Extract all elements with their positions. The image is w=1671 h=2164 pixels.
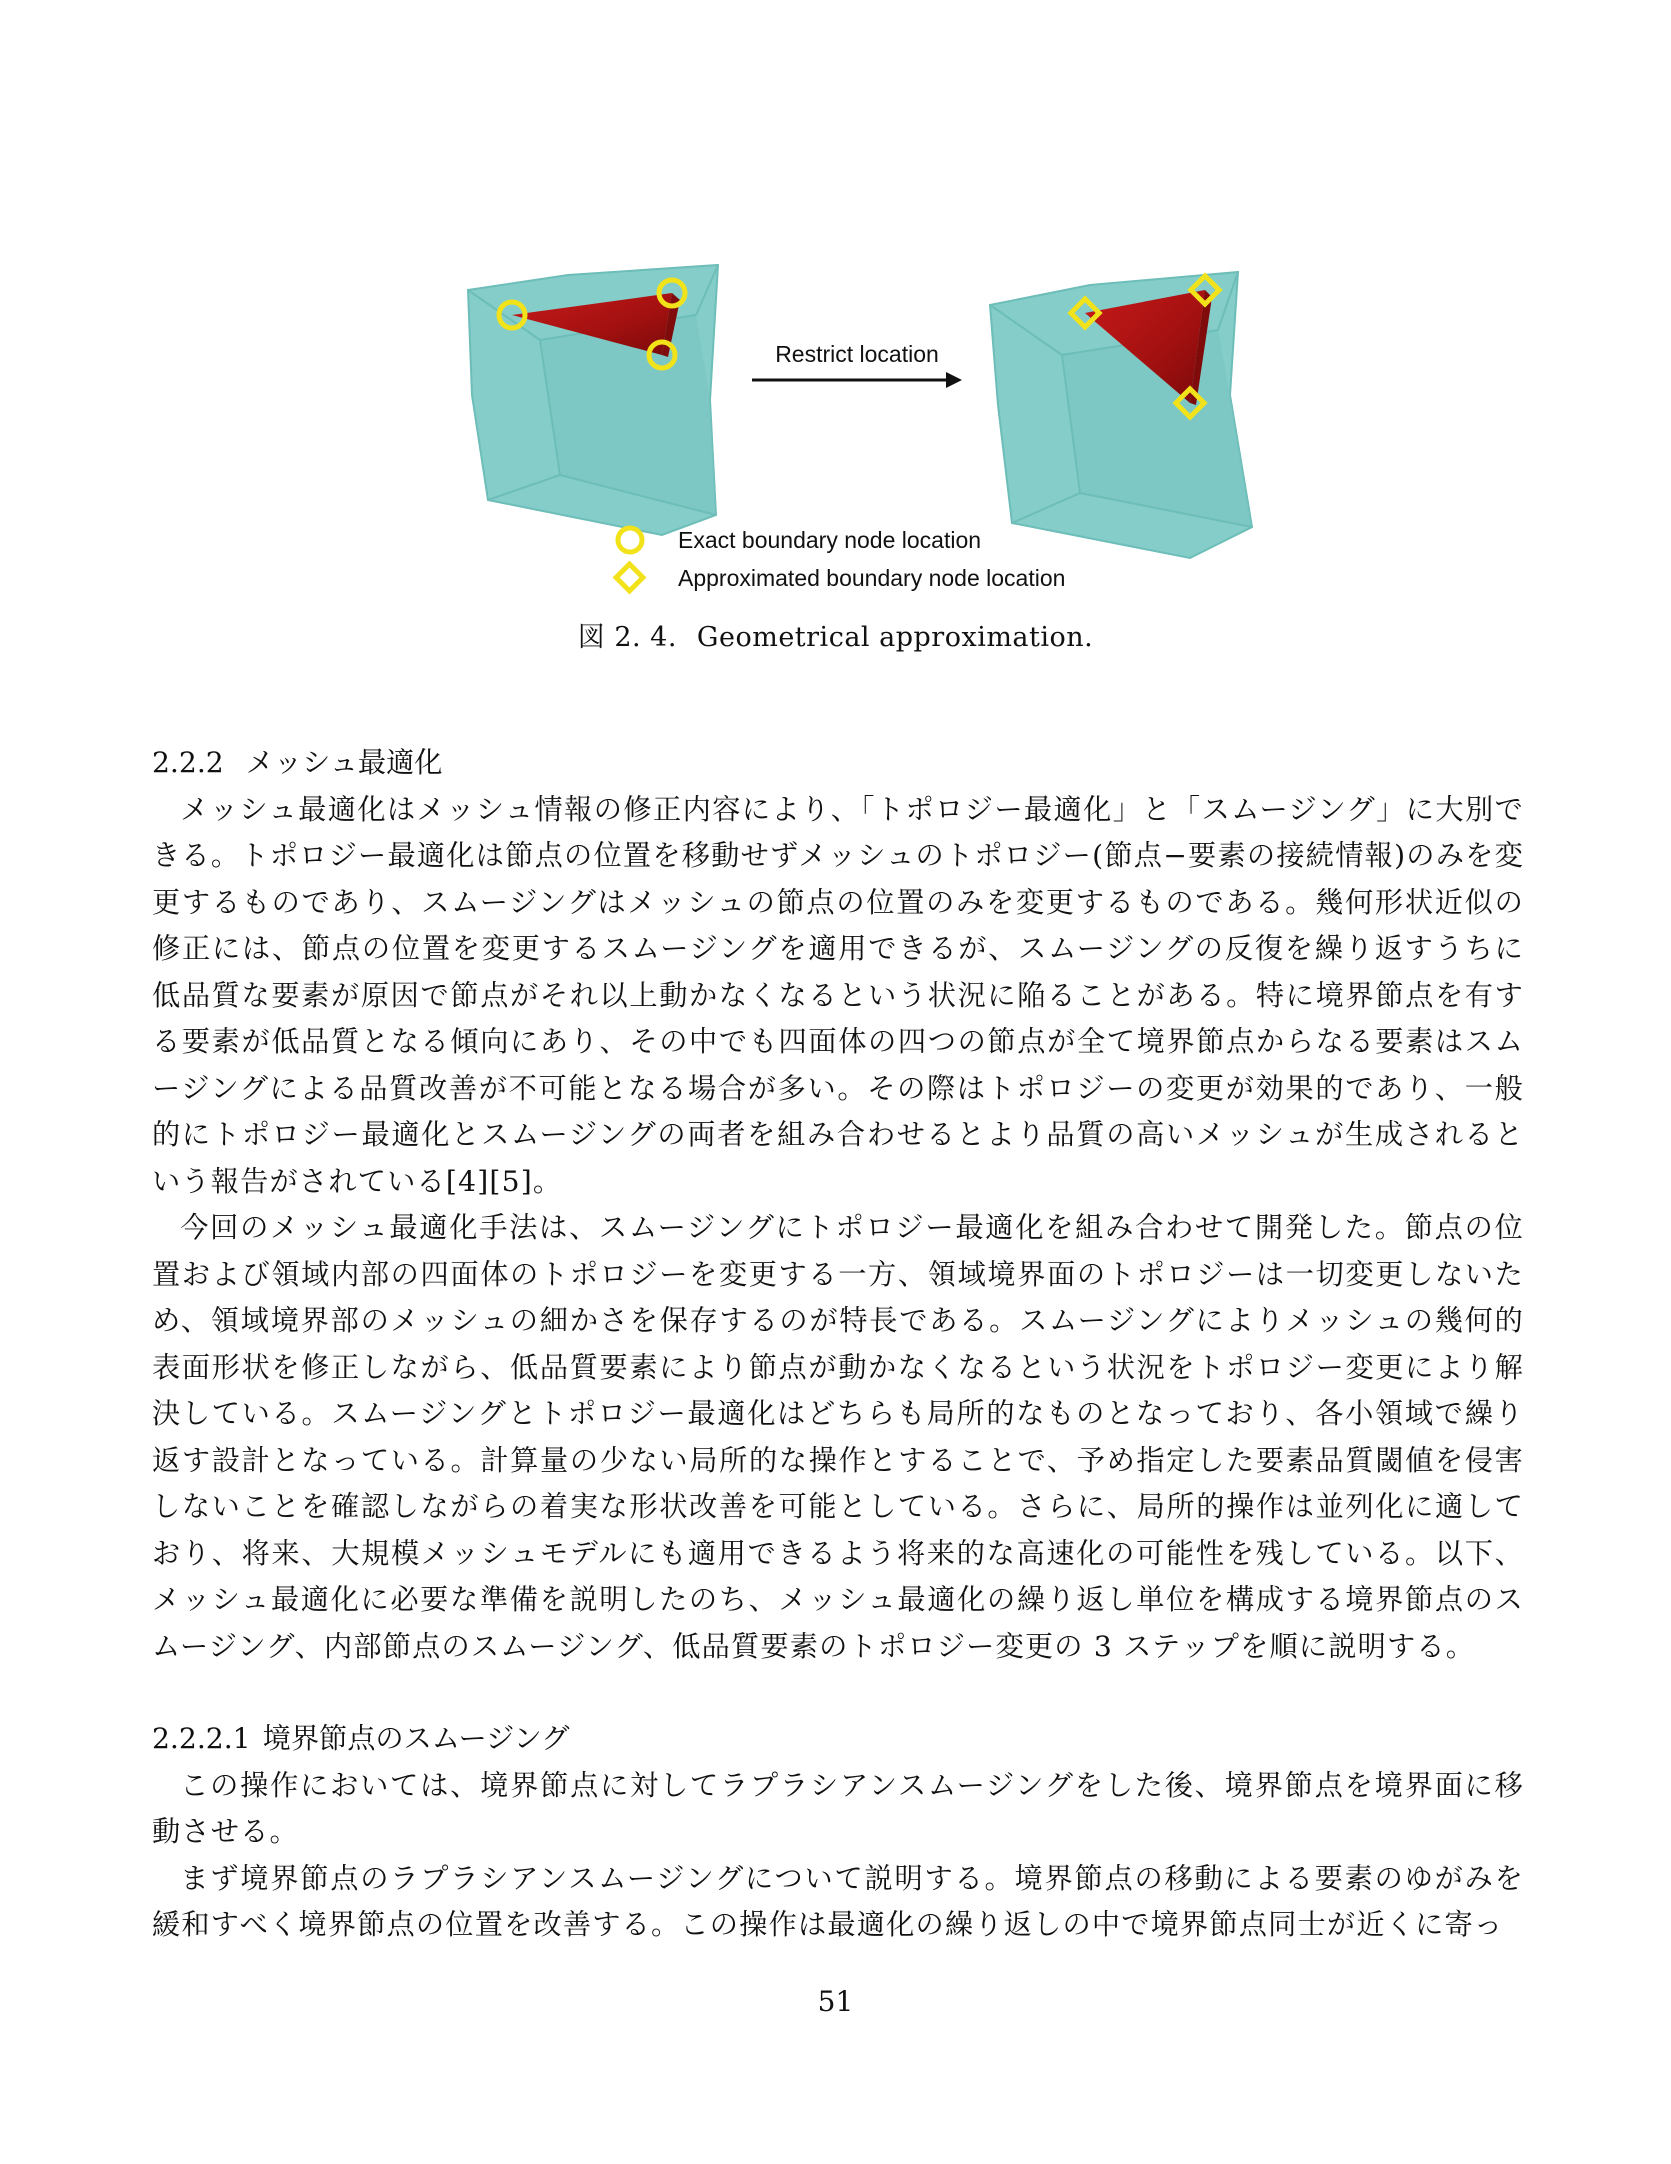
figure-geometrical-approximation bbox=[0, 255, 1671, 655]
legend-approx-label: Approximated boundary node location bbox=[678, 565, 1066, 591]
section-number: 2.2.2 bbox=[152, 746, 224, 779]
subsection-heading bbox=[152, 1716, 1524, 1763]
caption-text: Geometrical approximation. bbox=[696, 622, 1094, 653]
paragraph: この操作においては、境界節点に対してラプラシアンスムージングをした後、境界節点を境界面に移動させる。 bbox=[152, 1768, 1524, 1848]
arrow-label: Restrict location bbox=[775, 341, 939, 367]
legend-exact-label: Exact boundary node location bbox=[678, 527, 982, 553]
section-title: メッシュ最適化 bbox=[245, 746, 443, 779]
restrict-arrow bbox=[752, 372, 962, 388]
legend-circle-icon bbox=[618, 528, 642, 552]
legend bbox=[616, 527, 1065, 591]
section-heading bbox=[152, 740, 1524, 787]
caption-number: 図 2. 4. bbox=[577, 622, 677, 653]
paragraph: まず境界節点のラプラシアンスムージングについて説明する。境界節点の移動による要素のゆがみを緩和すべく境界節点の位置を改善する。この操作は最適化の繰り返しの中で境界節点同士が近くに寄っ bbox=[152, 1861, 1524, 1941]
body-text bbox=[152, 740, 1524, 1949]
paragraph: メッシュ最適化はメッシュ情報の修正内容により、「トポロジー最適化」と「スムージング」に大別できる。トポロジー最適化は節点の位置を移動せずメッシュのトポロジー(節点−要素の接続情報)のみを変更するものであり、スムージングはメッシュの節点の位置のみを変更するものである。幾何形状近似の修正には、節点の位置を変更するスムージングを適用できるが、スムージングの反復を繰り返すうちに低品質な要素が原因で節点がそれ以上動かなくなるという状況に陥ることがある。特に境界節点を有する要素が低品質となる傾向にあり、その中でも四面体の四つの節点が全て境界節点からなる要素はスムージングによる品質改善が不可能となる場合が多い。その際はトポロジーの変更が効果的であり、一般的にトポロジー最適化とスムージングの両者を組み合わせるとより品質の高いメッシュが生成されるという報告がされている[4][5]。 bbox=[152, 792, 1524, 1198]
subsection-number: 2.2.2.1 bbox=[152, 1722, 251, 1755]
legend-diamond-icon bbox=[616, 564, 643, 591]
page-number: 51 bbox=[817, 1985, 854, 2018]
subsection-title: 境界節点のスムージング bbox=[262, 1722, 570, 1755]
figure-caption bbox=[0, 615, 1671, 654]
figure-graphic bbox=[0, 255, 1671, 655]
paragraph: 今回のメッシュ最適化手法は、スムージングにトポロジー最適化を組み合わせて開発した。節点の位置および領域内部の四面体のトポロジーを変更する一方、領域境界面のトポロジーは一切変更しないため、領域境界部のメッシュの細かさを保存するのが特長である。スムージングによりメッシュの幾何的表面形状を修正しながら、低品質要素により節点が動かなくなるという状況をトポロジー変更により解決している。スムージングとトポロジー最適化はどちらも局所的なものとなっており、各小領域で繰り返す設計となっている。計算量の少ない局所的な操作とすることで、予め指定した要素品質閾値を侵害しないことを確認しながらの着実な形状改善を可能としている。さらに、局所的操作は並列化に適しており、将来、大規模メッシュモデルにも適用できるよう将来的な高速化の可能性を残している。以下、メッシュ最適化に必要な準備を説明したのち、メッシュ最適化の繰り返し単位を構成する境界節点のスムージング、内部節点のスムージング、低品質要素のトポロジー変更の 3 ステップを順に説明する。 bbox=[152, 1211, 1524, 1663]
